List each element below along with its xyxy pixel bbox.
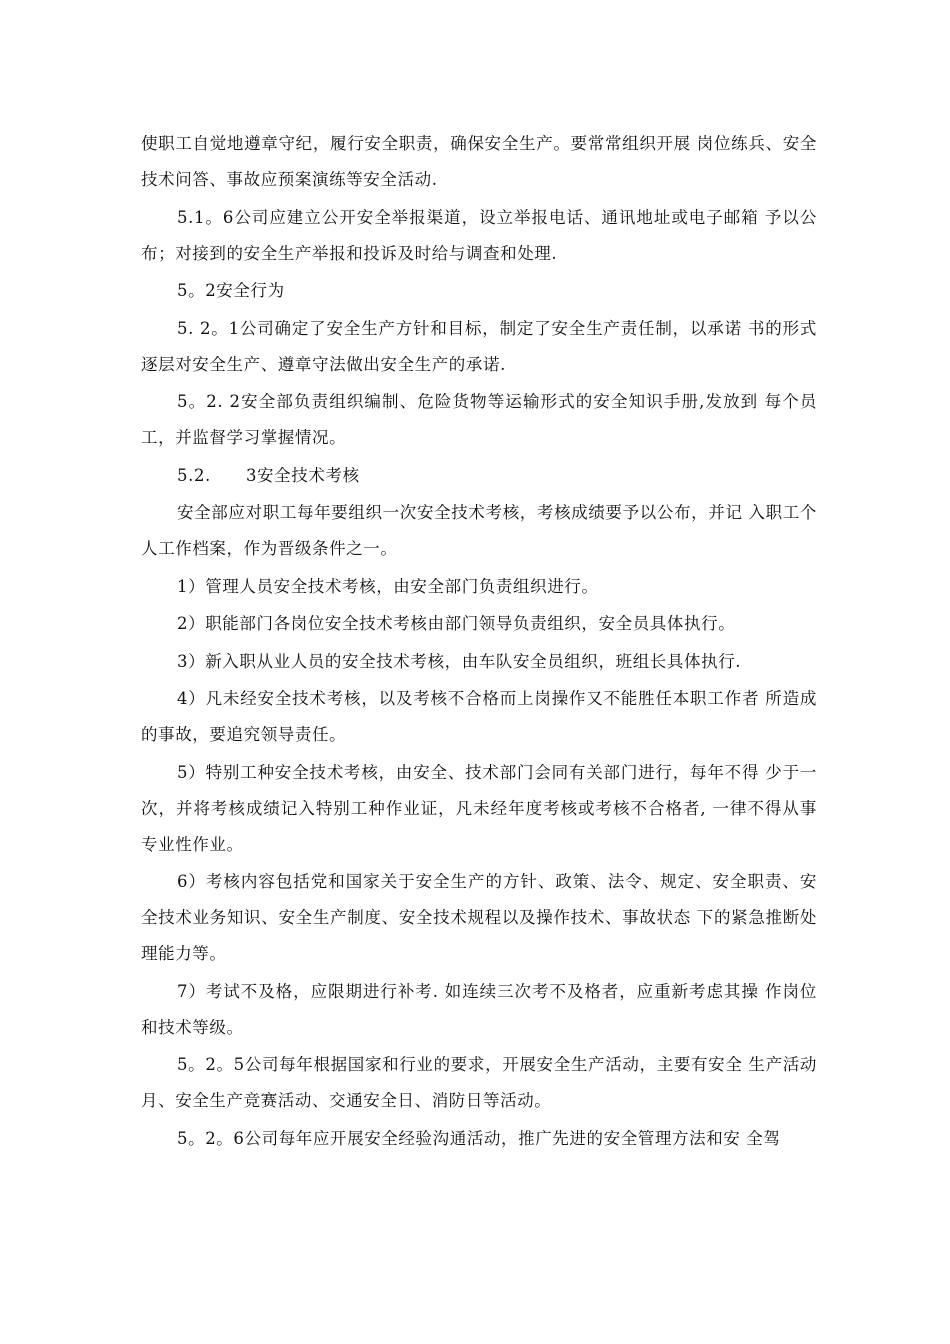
list-item-3: 3）新入职从业人员的安全技术考核，由车队安全员组织，班组长具体执行. xyxy=(177,651,742,671)
section-heading-5-2: 5。2安全行为 xyxy=(177,281,285,300)
paragraph-5-2-5: 5。2。5公司每年根据国家和行业的要求，开展安全生产活动，主要有安全 生产活动月、安全生产竞赛活动、交通安全日、消防日等活动。 xyxy=(141,1055,817,1110)
list-item-2: 2）职能部门各岗位安全技术考核由部门领导负责组织，安全员具体执行。 xyxy=(177,614,736,633)
list-item-1: 1）管理人员安全技术考核，由安全部门负责组织进行。 xyxy=(177,576,599,596)
document-body xyxy=(141,126,817,1158)
paragraph-continuation: 使职工自觉地遵章守纪，履行安全职责，确保安全生产。要常常组织开展 岗位练兵、安全技术问答、事故应预案演练等安全活动. xyxy=(141,134,817,189)
list-item-4: 4）凡未经安全技术考核，以及考核不合格而上岗操作又不能胜任本职工作者 所造成的事故，要追究领导责任。 xyxy=(141,689,817,744)
subheading-5-2-3: 5.2. 3安全技术考核 xyxy=(177,465,360,485)
list-item-6: 6）考核内容包括党和国家关于安全生产的方针、政策、法令、规定、安全职责、安全技术业务知识、安全生产制度、安全技术规程以及操作技术、事故状态 下的紧急推断处理能力等。 xyxy=(141,872,817,963)
paragraph-5-2-2: 5。2. 2安全部负责组织编制、危险货物等运输形式的安全知识手册,发放到 每个员工，并监督学习掌握情况。 xyxy=(141,392,817,447)
paragraph-5-2-6: 5。2。6公司每年应开展安全经验沟通活动，推广先进的安全管理方法和安 全驾 xyxy=(177,1128,781,1148)
list-item-7: 7）考试不及格，应限期进行补考. 如连续三次考不及格者，应重新考虑其操 作岗位和技术等级。 xyxy=(141,981,817,1037)
paragraph-5-2-1: 5. 2。1公司确定了安全生产方针和目标，制定了安全生产责任制，以承诺 书的形式逐层对安全生产、遵章守法做出安全生产的承诺. xyxy=(141,318,817,374)
list-item-5: 5）特别工种安全技术考核，由安全、技术部门会同有关部门进行，每年不得 少于一次，并将考核成绩记入特别工种作业证，凡未经年度考核或考核不合格者, 一律不得从事专业性作业。 xyxy=(141,762,817,854)
paragraph-assessment-intro: 安全部应对职工每年要组织一次安全技术考核，考核成绩要予以公布，并记 入职工个人工作档案，作为晋级条件之一。 xyxy=(141,503,817,558)
paragraph-5-1-6: 5.1。6公司应建立公开安全举报渠道，设立举报电话、通讯地址或电子邮箱 予以公布；对接到的安全生产举报和投诉及时给与调查和处理. xyxy=(141,207,817,263)
